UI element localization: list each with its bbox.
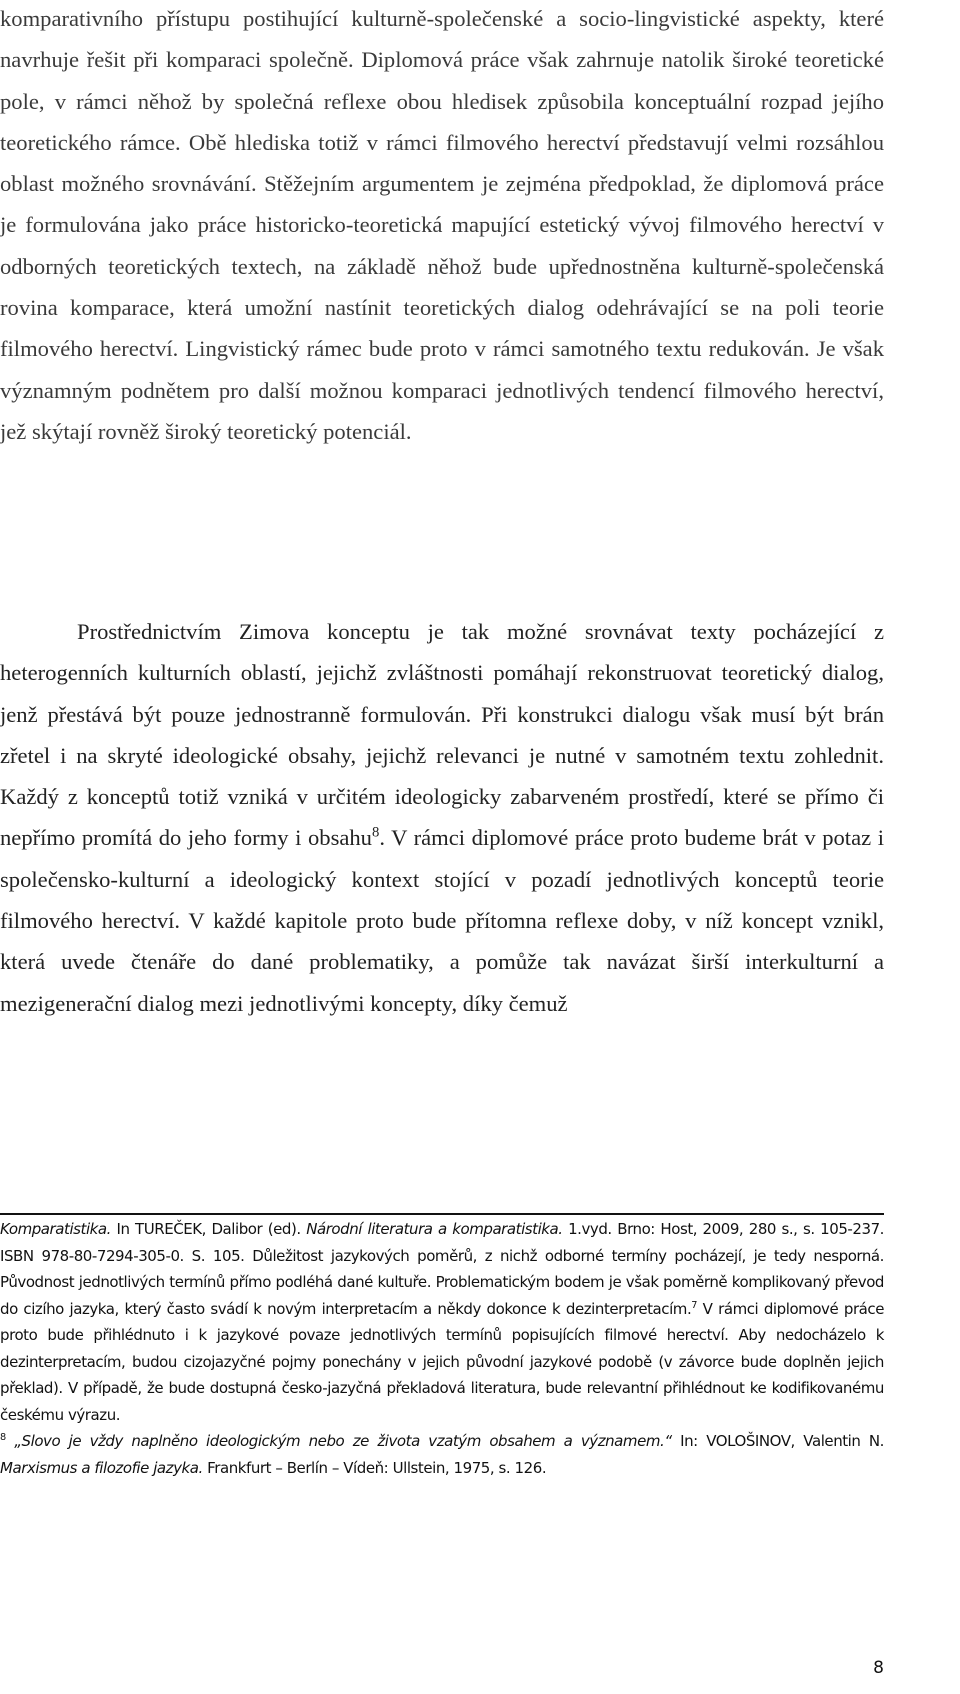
footnote-reference-8[interactable]: 8 — [371, 824, 380, 841]
footnotes — [0, 1216, 884, 1481]
footnote-8-book: Marxismus a filozofie jazyka. — [0, 1458, 203, 1477]
footnote-7-text: V rámci diplomové práce proto bude přihlédnuto i k jazykové povaze jednotlivých termínů popisujících filmové herectví. Aby nedocházelo k dezinterpretacím, budou cizojazyčné pojmy ponechány v jejich původní jazykové podobě (v závorce bude doplněn jejich překlad). V případě, že bude dostupná česko-jazyčná překladová literatura, bude relevantní přihlédnout ke kodifikovanému českému výrazu. — [0, 1299, 884, 1424]
footnote-8 — [0, 1428, 884, 1481]
paragraph-text: komparativního přístupu postihující kulturně-společenské a socio-lingvistické aspekty, které navrhuje řešit při komparaci společně. Diplomová práce však zahrnuje natolik široké teoretické pole, v rámci něhož by společná reflexe obou hledisek způsobila konceptuální rozpad jejího teoretického rámce. Obě hlediska totiž v rámci filmového herectví představují velmi rozsáhlou oblast možného srovnávání. Stěžejním argumentem je zejména předpoklad, že diplomová práce je formulována jako práce historicko-teoretická mapující estetický vývoj filmového herectví v odborných teoretických textech, na základě něhož bude upřednostněna kulturně-společenská rovina komparace, která umožní nastínit teoretických dialog odehrávající se na poli teorie filmového herectví. Lingvistický rámec bude proto v rámci samotného textu redukován. Je však významným podnětem pro další možnou komparaci jednotlivých tendencí filmového herectví, jež skýtají rovněž široký teoretický potenciál. — [0, 6, 884, 444]
footnote-7 — [0, 1216, 884, 1428]
paragraph-zima-concept — [0, 611, 884, 1024]
paragraph-continued — [0, 0, 884, 452]
footnote-8-quote: „Slovo je vždy naplněno ideologickým nebo ze života vzatým obsahem a významem.“ — [5, 1432, 672, 1450]
footnote-7-reference: 7 — [691, 1299, 698, 1311]
footnote-7-in: In TUREČEK, Dalibor (ed). — [110, 1220, 307, 1238]
page-number: 8 — [873, 1658, 884, 1678]
paragraph-text-part-1: Prostřednictvím Zimova konceptu je tak možné srovnávat texty pocházející z heterogenních kulturních oblastí, jejichž zvláštnosti pomáhají rekonstruovat teoretický dialog, jenž přestává být pouze jednostranně formulován. Při konstrukci dialogu však musí být brán zřetel i na skryté ideologické obsahy, jejichž relevanci je nutné v samotném textu zohlednit. Každý z konceptů totiž vzniká v určitém ideologicky zabarveném prostředí, které se přímo či nepřímo promítá do jeho formy i obsahu — [0, 619, 884, 851]
footnote-8-publication: Frankfurt – Berlín – Vídeň: Ullstein, 1975, s. 126. — [202, 1458, 547, 1477]
paragraph-text — [0, 611, 884, 1024]
paragraph-text-part-2: . V rámci diplomové práce proto budeme brát v potaz i společensko-kulturní a ideologický kontext stojící v pozadí jednotlivých konceptů teorie filmového herectví. V každé kapitole proto bude přítomna reflexe doby, v níž koncept vznikl, která uvede čtenáře do dané problematiky, a pomůže tak navázat širší interkulturní a mezigenerační dialog mezi jednotlivými koncepty, díky čemuž — [0, 825, 884, 1016]
footnote-8-in: In: VOLOŠINOV, Valentin N. — [671, 1432, 884, 1450]
footnote-7-book: Národní literatura a komparatistika. — [306, 1220, 563, 1238]
footnote-7-title: Komparatistika. — [0, 1220, 111, 1238]
footnote-8-marker: 8 — [0, 1432, 6, 1443]
footnote-separator — [0, 1213, 884, 1215]
footnote-7-publication: 1.vyd. Brno: Host, 2009, 280 s., s. 105-237. ISBN 978-80-7294-305-0. S. 105. Důležitost jazykových poměrů, z nichž odborné termíny pocházejí, je tedy nesporná. Původnost jednotlivých termínů přímo podléhá dané kultuře. Problematickým bodem je však poměrně komplikovaný převod do cizího jazyka, který často svádí k novým interpretacím a někdy dokonce k dezinterpretacím. — [0, 1220, 884, 1318]
